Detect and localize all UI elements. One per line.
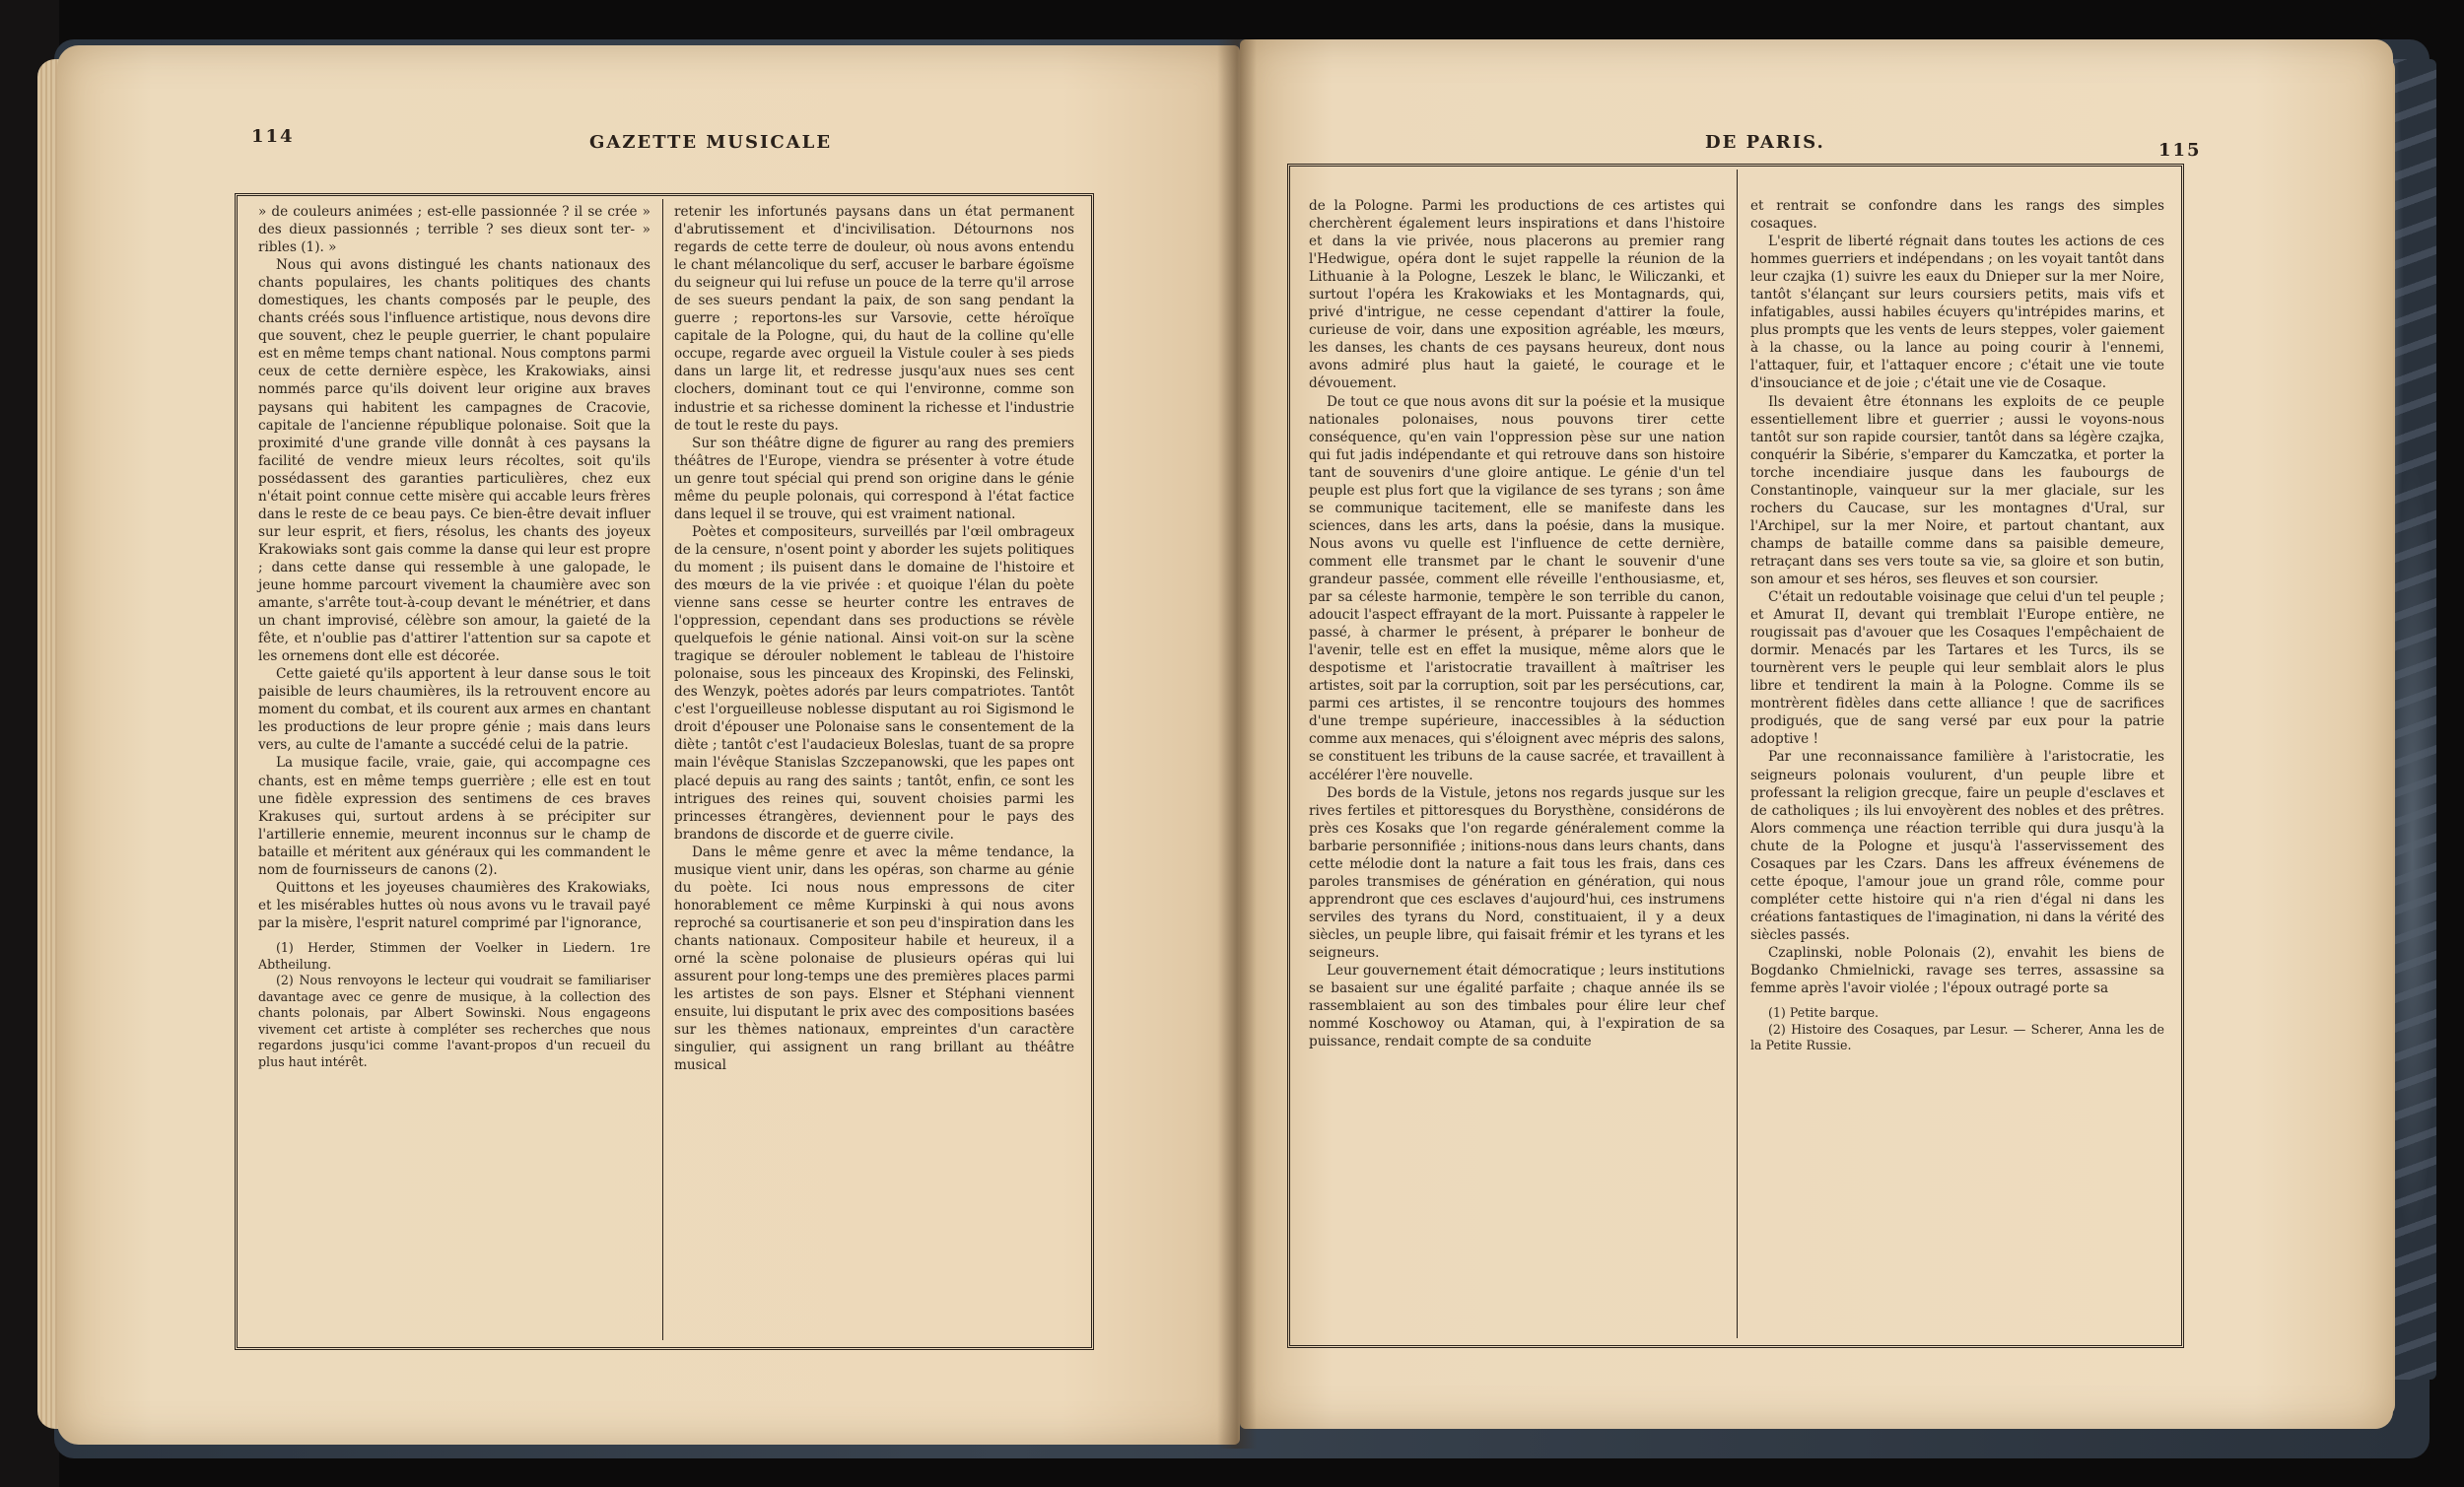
footnote: (1) Herder, Stimmen der Voelker in Liedern. 1re Abtheilung.	[258, 939, 650, 972]
paragraph: retenir les infortunés paysans dans un état permanent d'abrutissement et d'incivilisation. Détournons nos regards de cette terre de douleur, où nous avons entendu le chant mélancolique du serf, accuser le barbare égoïsme du seigneur qui lui refuse un pouce de la terre qu'il arrose de ses sueurs pendant la paix, de son sang pendant la guerre ; reportons-les sur Varsovie, cette héroïque capitale de la Pologne, qui, du haut de la colline qu'elle occupe, regarde avec orgueil la Vistule couler à ses pieds dans un large lit, et redresse jusqu'aux nues ses cent clochers, dominant tout ce qui l'environne, comme son industrie et sa richesse dominent la richesse et l'industrie de tout le reste du pays.	[674, 204, 1074, 434]
footnotes	[258, 940, 650, 1071]
left-column-2	[674, 203, 1074, 1074]
paragraph: Quittons et les joyeuses chaumières des Krakowiaks, et les misérables huttes où nous avons vu le travail payé par la misère, l'esprit naturel comprimé par l'ignorance,	[258, 879, 650, 931]
paragraph: Par une reconnaissance familière à l'aristocratie, les seigneurs polonais voulurent, d'un peuple libre et professant la religion grecque, faire un peuple d'esclaves et de catholiques ; ils lui envoyèrent des nobles et des prêtres. Alors commença une réaction terrible qui dura jusqu'à la chute de la Pologne et jusqu'à l'asservissement des Cosaques par les Czars. Dans les affreux événemens de cette époque, l'amour joue un grand rôle, comme pour compléter cette histoire qui n'a rien d'égal ni dans les créations fantastiques de l'imagination, ni dans la vérité des siècles passés.	[1750, 749, 2164, 943]
left-column-rule	[662, 199, 663, 1340]
paragraph: Cette gaieté qu'ils apportent à leur danse sous le toit paisible de leurs chaumières, ils la retrouvent encore au moment du combat, et ils courent aux armes en chantant les productions de leur propre génie ; mais dans leurs vers, au culte de l'amante a succédé celui de la patrie.	[258, 666, 650, 754]
paragraph: L'esprit de liberté régnait dans toutes les actions de ces hommes guerriers et indépendans ; on les voyait tantôt dans leur czajka (1) suivre les eaux du Dnieper sur la mer Noire, tantôt s'élançant sur leurs coursiers petits, mais vifs et infatigables, aussi habiles écuyers qu'intrépides marins, et plus prompts que les vents de leurs steppes, voler gaiement à la chasse, ou la lance au poing courir à l'ennemi, l'attaquer, fuir, et l'attaquer encore ; c'était une vie toute d'insouciance et de joie ; c'était une vie de Cosaque.	[1750, 234, 2164, 392]
right-page-number: 115	[2158, 140, 2202, 161]
paragraph: » de couleurs animées ; est-elle passionnée ? il se crée » des dieux passionnés ; terrible ? ses dieux sont ter- » ribles (1). »	[258, 204, 650, 256]
paragraph: Leur gouvernement était démocratique ; leurs institutions se basaient sur une égalité parfaite ; chaque année ils se rassemblaient au son des timbales pour élire leur chef nommé Koschowoy ou Ataman, qui, à l'expiration de sa puissance, rendait compte de sa conduite	[1309, 963, 1725, 1050]
left-page-number: 114	[251, 126, 295, 147]
paragraph: La musique facile, vraie, gaie, qui accompagne ces chants, est en même temps guerrière ; elle est en tout une fidèle expression des sentimens de ces braves Krakuses qui, surtout ardens à se précipiter sur l'artillerie ennemie, meurent inconnus sur le champ de bataille et méritent aux généraux qui les commandent le nom de fournisseurs de canons (2).	[258, 755, 650, 878]
paragraph: Dans le même genre et avec la même tendance, la musique vient unir, dans les opéras, son charme au génie du poète. Ici nous nous empressons de citer honorablement ce même Kurpinski à qui nous avons reproché sa courtisanerie et son peu d'inspiration dans les chants nationaux. Compositeur habile et heureux, il a orné la scène polonaise de plusieurs opéras qui lui assurent pour long-temps une des premières places parmi les artistes de son pays. Elsner et Stéphani viennent ensuite, lui disputant le prix avec des compositions basées sur les thèmes nationaux, empreintes d'un caractère singulier, qui assignent un rang brillant au théâtre musical	[674, 844, 1074, 1074]
paragraph: Ils devaient être étonnans les exploits de ce peuple essentiellement libre et guerrier ; aussi le voyons-nous tantôt sur son rapide coursier, tantôt dans sa légère czajka, conquérir la Sibérie, s'emparer du Kamczatka, et porter la torche incendiaire jusque dans les faubourgs de Constantinople, vainqueur sur la mer glaciale, sur les rochers du Caucase, sur les montagnes d'Ural, sur l'Archipel, sur la mer Noire, et partout chantant, aux champs de bataille comme dans sa paisible demeure, retraçant dans ses vers toute sa vie, sa gloire et son butin, son amour et ses héros, ses fleuves et son coursier.	[1750, 393, 2164, 587]
paragraph: Sur son théâtre digne de figurer au rang des premiers théâtres de l'Europe, viendra se présenter à votre étude un genre tout spécial qui prend son origine dans le génie même du peuple polonais, qui correspond à l'état factice dans lequel il se trouve, qui est vraiment national.	[674, 435, 1074, 522]
paragraph: Nous qui avons distingué les chants nationaux des chants populaires, les chants politiques des chants domestiques, les chants composés par le peuple, des chants créés sous l'influence artistique, nous devons dire que souvent, chez le peuple guerrier, le chant populaire est en même temps chant national. Nous comptons parmi ceux de cette dernière espèce, les Krakowiaks, ainsi nommés parce qu'ils doivent leur origine aux braves paysans qui habitent les campagnes de Cracovie, capitale de l'ancienne république polonaise. Soit que la proximité d'une grande ville donnât à ces paysans la facilité de vendre mieux leurs récoltes, soit qu'ils possédassent des garanties particulières, chez eux n'était point connue cette misère qui accable leurs frères dans le reste de ce beau pays. Ce bien-être devait influer sur leur esprit, et fiers, résolus, les chants des joyeux Krakowiaks sont gais comme la danse qui leur est propre ; dans cette danse qui ressemble à une galopade, le jeune homme parcourt vivement la chaumière avec son amante, s'arrête tout-à-coup devant le ménétrier, et dans un chant improvisé, célèbre son amour, la gaieté de la fête, et n'oublie pas d'attirer l'attention sur sa capote et les ornemens dont elle est décorée.	[258, 257, 650, 665]
footnote: (1) Petite barque.	[1768, 1005, 1880, 1021]
book-gutter	[1217, 39, 1257, 1449]
footnotes	[1750, 1005, 2164, 1054]
paragraph: C'était un redoutable voisinage que celui d'un tel peuple ; et Amurat II, devant qui tremblait l'Europe entière, ne rougissait pas d'avouer que les Cosaques l'empêchaient de dormir. Menacés par les Tartares et les Turcs, ils se tournèrent vers le peuple qui leur semblait alors le plus libre et tendirent la main à la Pologne. Comme ils se montrèrent fidèles dans cette alliance ! que de sacrifices prodigués, que de sang versé par eux pour la patrie adoptive !	[1750, 589, 2164, 748]
right-running-head: DE PARIS.	[1705, 132, 1825, 153]
paragraph: et rentrait se confondre dans les rangs des simples cosaques.	[1750, 198, 2164, 233]
footnote: (2) Nous renvoyons le lecteur qui voudrait se familiariser davantage avec ce genre de musique, à la collection des chants polonais, par Albert Sowinski. Nous engageons vivement cet artiste à compléter ses recherches que nous regardons jusqu'ici comme l'avant-propos d'un recueil du plus haut intérêt.	[258, 973, 650, 1070]
right-column-2	[1750, 197, 2164, 1054]
paragraph: de la Pologne. Parmi les productions de ces artistes qui cherchèrent également leurs inspirations et dans l'histoire et dans la vie privée, nous placerons au premier rang l'Hedwigue, opéra dont le sujet rappelle la réunion de la Lithuanie à la Pologne, Leszek le blanc, le Wiliczanki, et surtout l'opéra les Krakowiaks et les Montagnards, qui, privé d'intrigue, ne cesse cependant d'attirer la foule, curieuse de voir, dans une exposition agréable, les mœurs, les danses, les chants de ces paysans heureux, dont nous avons admiré plus haut la gaieté, le courage et le dévouement.	[1309, 198, 1725, 392]
paragraph: Poètes et compositeurs, surveillés par l'œil ombrageux de la censure, n'osent point y aborder les sujets politiques du moment ; ils puisent dans le domaine de l'histoire et des mœurs de la vie privée : et quoique l'élan du poète vienne sans cesse se heurter contre les entraves de l'oppression, cependant dans ses productions se révèle quelquefois le génie national. Ainsi voit-on sur la scène tragique se dérouler noblement le tableau de l'histoire polonaise, sous les pinceaux des Kropinski, des Felinski, des Wenzyk, poètes adorés par leurs compatriotes. Tantôt c'est l'orgueilleuse noblesse disputant au roi Sigismond le droit d'épouser une Polonaise sans le consentement de la diète ; tantôt c'est l'audacieux Boleslas, tuant de sa propre main l'évêque Stanislas Szczepanowski, que les papes ont placé depuis au rang des saints ; tantôt, enfin, ce sont les intrigues des reines qui, souvent choisies parmi les princesses étrangères, deviennent pour le pays des brandons de discorde et de guerre civile.	[674, 523, 1074, 843]
paragraph: Czaplinski, noble Polonais (2), envahit les biens de Bogdanko Chmielnicki, ravage ses terres, assassine sa femme après l'avoir violée ; l'époux outragé porte sa	[1750, 944, 2164, 997]
left-running-head: GAZETTE MUSICALE	[589, 132, 833, 153]
left-column-1	[258, 203, 650, 1071]
paragraph: Des bords de la Vistule, jetons nos regards jusque sur les rives fertiles et pittoresques du Borysthène, considérons de près ces Kosaks que l'on regarde généralement comme la barbarie personnifiée ; initions-nous dans leurs chants, dans cette mélodie dont la nature a fait tous les frais, dans ces paroles transmises de génération en génération, qui nous apprendront que ces esclaves d'aujourd'hui, ces instrumens serviles des tyrans du Nord, constituaient, il y a deux siècles, un peuple libre, qui faisait frémir et les tyrans et les seigneurs.	[1309, 784, 1725, 961]
paragraph: De tout ce que nous avons dit sur la poésie et la musique nationales polonaises, nous pouvons tirer cette conséquence, qu'en vain l'oppression pèse sur une nation qui fut jadis indépendante et qui retrouve dans son histoire tant de souvenirs d'une gloire antique. Le génie d'un tel peuple est plus fort que la vigilance de ses tyrans ; son âme se communique tacitement, elle se manifeste dans les sciences, dans les arts, dans la poésie, dans la musique. Nous avons vu quelle est l'influence de cette dernière, comment elle transmet par le chant le souvenir d'une grandeur passée, comment elle réveille l'enthousiasme, et, par sa céleste harmonie, tempère le son terrible du canon, adoucit l'aspect effrayant de la mort. Puissante à rappeler le passé, à charmer le présent, à préparer le bonheur de l'avenir, telle est en effet la musique, même alors que le despotisme et l'aristocratie travaillent à maîtriser les artistes, soit par la corruption, soit par les persécutions, car, parmi ces artistes, il se rencontre toujours des hommes d'une trempe supérieure, inaccessibles à la séduction comme aux menaces, qui s'éloignent avec mépris des salons, se constituent les tribuns de la cause sacrée, et travaillent à accélérer l'ère nouvelle.	[1309, 393, 1725, 783]
right-column-rule	[1737, 169, 1738, 1338]
right-column-1	[1309, 197, 1725, 1050]
footnote: (2) Histoire des Cosaques, par Lesur. — Scherer, Anna les de la Petite Russie.	[1750, 1021, 2164, 1053]
